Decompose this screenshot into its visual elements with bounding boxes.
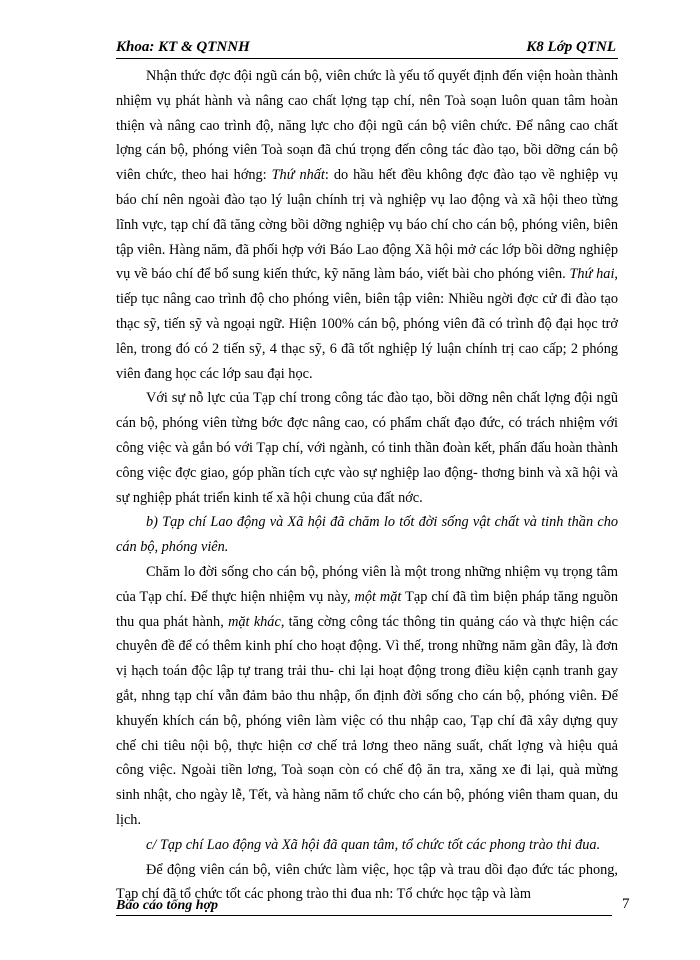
paragraph-emulation: Để động viên cán bộ, viên chức làm việc, học tập và trau dồi đạo đức tác phong, Tạp chí đã tổ chức tốt các phong trào thi đua nh: Tổ chức học tập và làm [116, 861, 618, 903]
page-number: 7 [622, 896, 630, 912]
faculty-label: Khoa: [116, 39, 155, 55]
paragraph-text: : do hầu hết đều không đợc đào tạo về nghiệp vụ báo chí nên ngoài đào tạo lý luận chính trị và nghiệp vụ lao động và xã hội theo từng lĩnh vực, tạp chí đã tăng cờng bồi dỡng nghiệp vụ báo chí cho cán bộ, phóng viên, biên tập viên. Hàng năm, đã phối hợp với Báo Lao động Xã hội mở các lớp bồi dỡng nghiệp vụ về báo chí để bổ sung kiến thức, kỹ năng làm báo, viết bài cho phóng viên. [116, 167, 619, 283]
paragraph-text: , tăng cờng công tác thông tin quảng cáo và thực hiện các chuyên đề để có thêm kinh phí cho hoạt động. Vì thế, trong những năm gần đây, là đơn vị hạch toán độc lập tự trang trải thu- chi lại hoạt động trong điều kiện cạnh tranh gay gắt, nhng tạp chí vẫn đảm bảo thu nhập, ổn định đời sống cho cán bộ, phóng viên. Để khuyến khích cán bộ, phóng viên làm việc có thu nhập cao, Tạp chí đã xây dựng quy chế chi tiêu nội bộ, thực hiện cơ chế trả lơng theo năng suất, chất lợng và hiệu quả công việc. Ngoài tiền lơng, Toà soạn còn có chế độ ăn tra, xăng xe đi lại, quà mừng sinh nhật, cho ngày lễ, Tết, và hàng năm tổ chức cho cán bộ, phóng viên tham quan, du lịch. [116, 613, 618, 828]
emphasis-text: một mặt [354, 588, 402, 605]
paragraph-efforts: Với sự nỗ lực của Tạp chí trong công tác đào tạo, bồi dỡng nên chất lợng đội ngũ cán bộ, phóng viên từng bớc đợc nâng cao, có phẩm chất đạo đức, có trách nhiệm với công việc và gắn bó với Tạp chí, với ngành, có tinh thần đoàn kết, phấn đấu hoàn thành công việc đợc giao, góp phần tích cực vào sự nghiệp lao động- thơng binh và xã hội và sự nghiệp phát triển kinh tế xã hội chung của đất nớc. [116, 390, 618, 506]
emphasis-text: mặt khác [228, 613, 281, 630]
paragraph-text: , tiếp tục nâng cao trình độ cho phóng viên, biên tập viên: Nhiều ngời đợc cử đi đào tạo thạc sỹ, tiến sỹ và ngoại ngữ. Hiện 100% cán bộ, phóng viên đã có trình độ đại học trở lên, trong đó có 2 tiến sỹ, 4 thạc sỹ, 6 đã tốt nghiệp lý luận chính trị cao cấp; 2 phóng viên đang học các lớp sau đại học. [116, 266, 618, 382]
footer-title: Báo cáo tổng hợp [116, 898, 612, 916]
header-faculty [116, 39, 250, 56]
section-heading-b: b) Tạp chí Lao động và Xã hội đã chăm lo tốt đời sống vật chất và tinh thần cho cán bộ, phóng viên. [116, 514, 618, 556]
section-heading-c: c/ Tạp chí Lao động và Xã hội đã quan tâm, tổ chức tốt các phong trào thi đua. [146, 836, 601, 853]
page-footer [116, 896, 630, 916]
paragraph-text: Tạp chí đã tìm biện pháp tăng nguồn thu qua phát hành, [116, 588, 618, 630]
paragraph-welfare [116, 560, 618, 833]
paragraph-text: Chăm lo đời sống cho cán bộ, phóng viên là một trong những nhiệm vụ trọng tâm của Tạp chí. Để thực hiện nhiệm vụ này, [116, 563, 618, 605]
page-header [116, 36, 618, 59]
emphasis-text: Thứ hai [569, 266, 615, 283]
header-class: K8 Lớp QTNL [526, 39, 616, 55]
document-body [116, 64, 618, 907]
faculty-value: KT & QTNNH [158, 39, 250, 55]
paragraph-training [116, 64, 618, 386]
paragraph-text: Nhận thức đợc đội ngũ cán bộ, viên chức là yếu tố quyết định đến viện hoàn thành nhiệm vụ phát hành và nâng cao chất lợng tạp chí, nên Toà soạn luôn quan tâm hoàn thiện và nâng cao trình độ, năng lực cho đội ngũ cán bộ viên chức. Để nâng cao chất lợng cán bộ, phóng viên Toà soạn đã chú trọng đến công tác đào tạo, bồi dỡng cán bộ viên chức, theo hai hớng: [116, 68, 618, 184]
emphasis-text: Thứ nhất [271, 167, 325, 184]
